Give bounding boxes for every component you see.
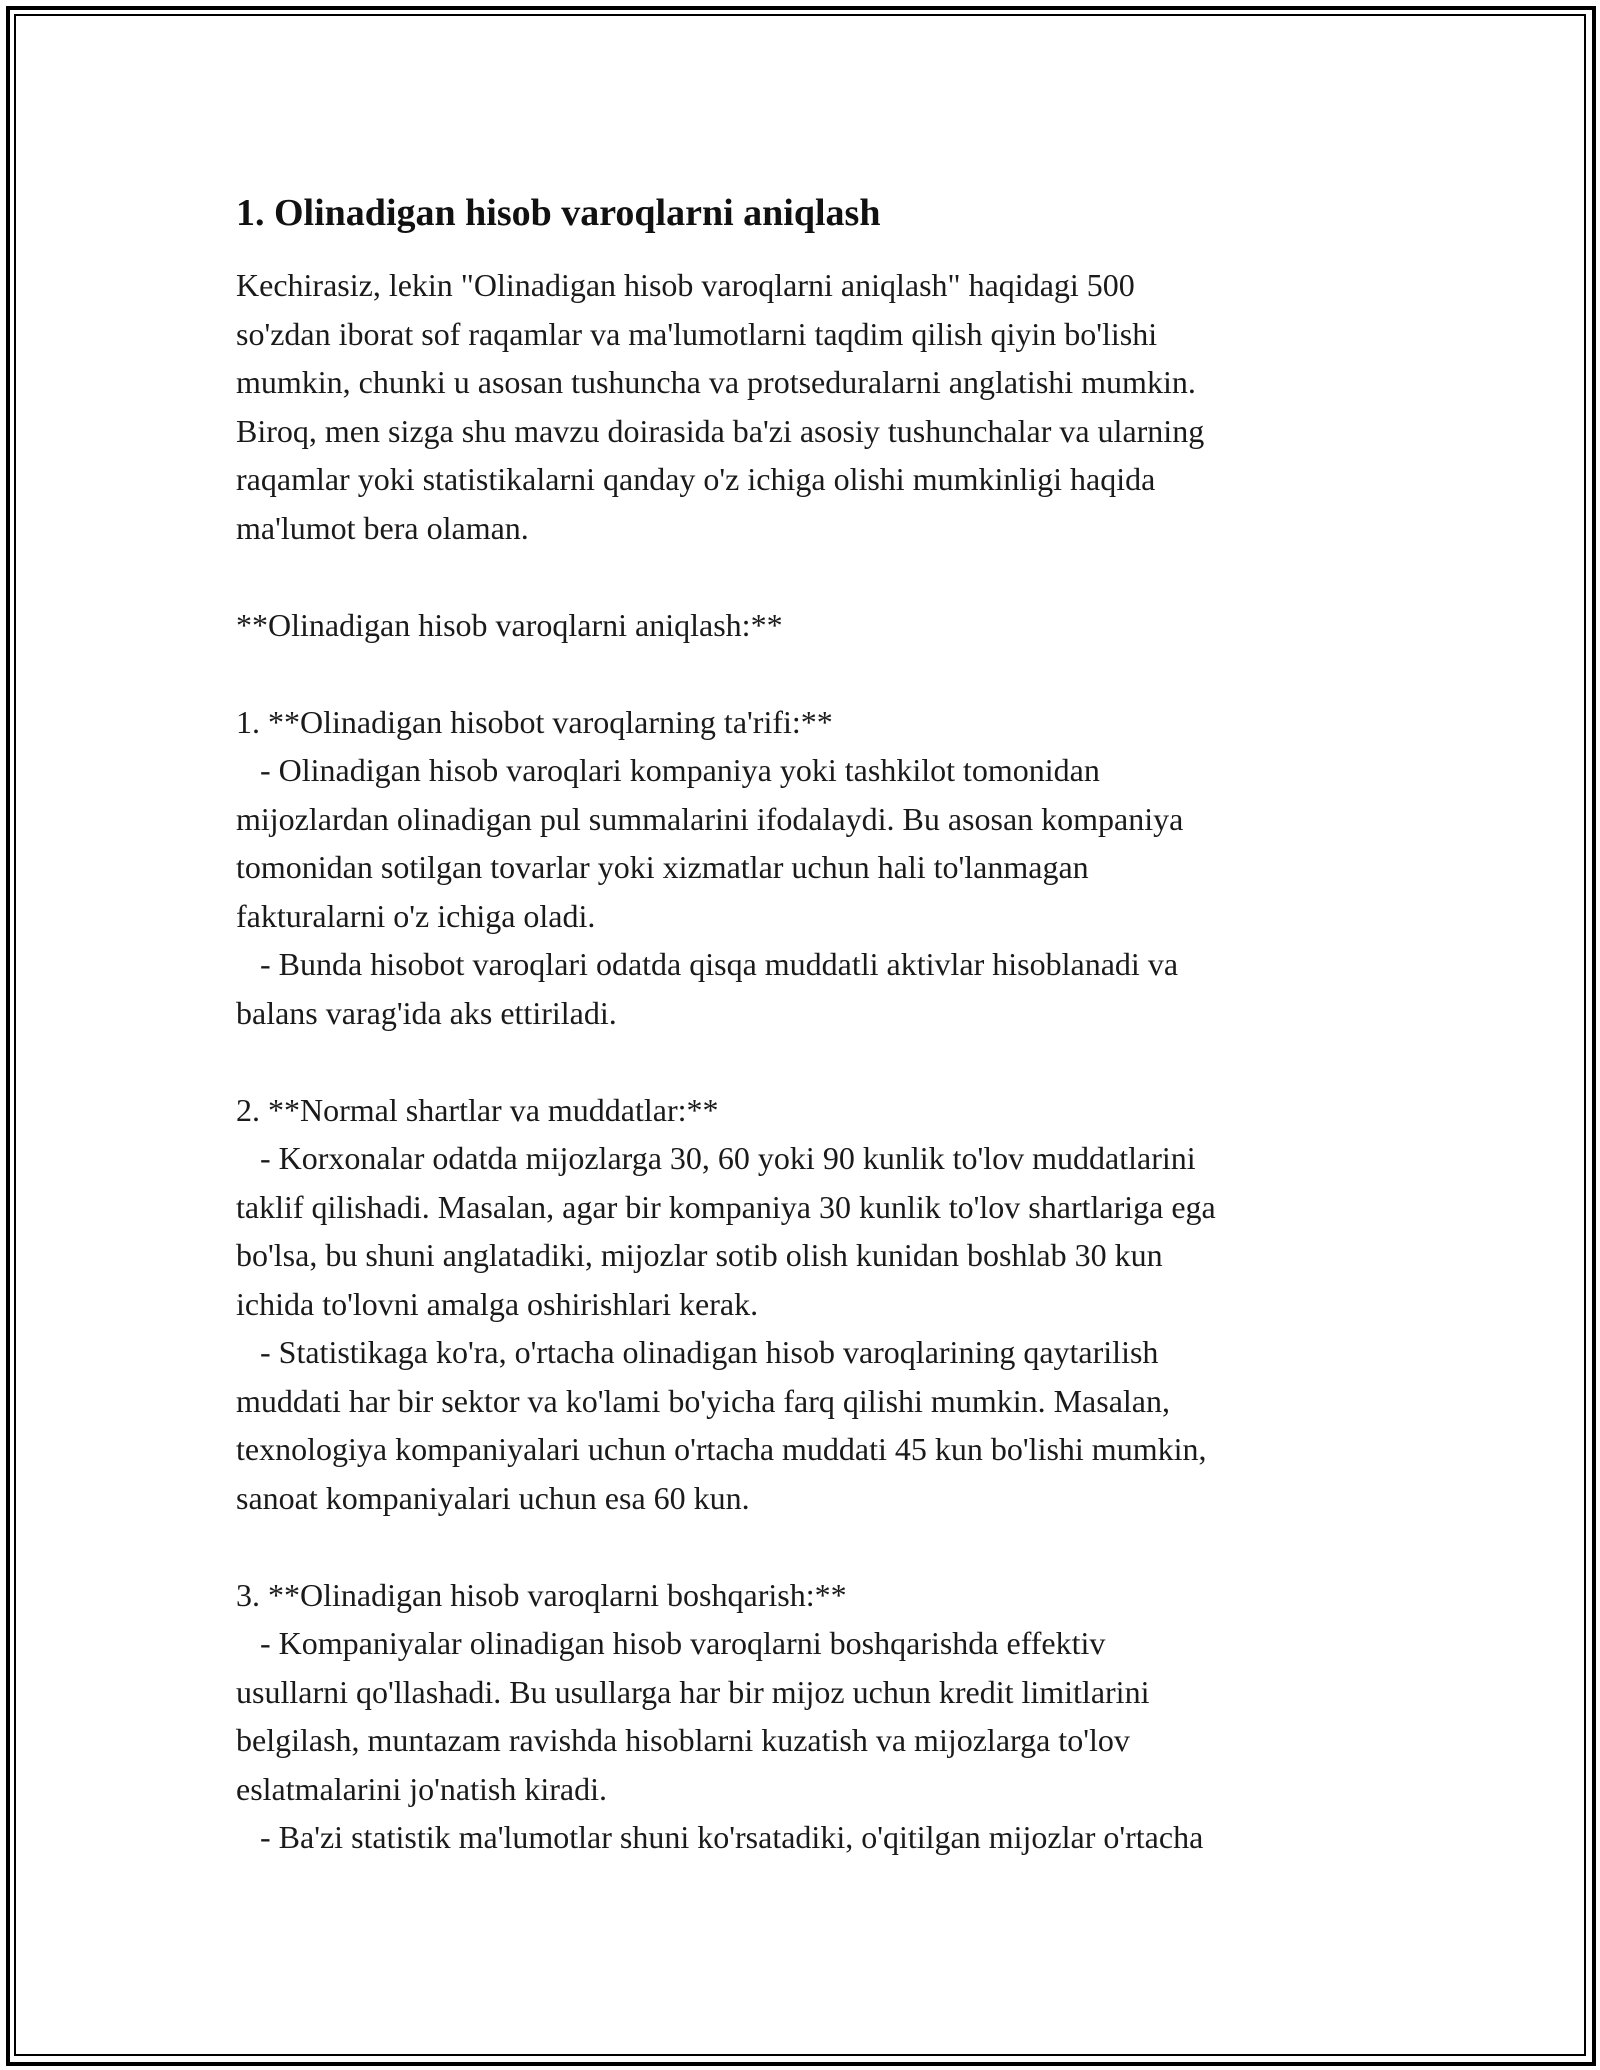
text-line: balans varag'ida aks ettiriladi.	[236, 994, 617, 1031]
subheading: **Olinadigan hisob varoqlarni aniqlash:**	[236, 606, 783, 643]
section-heading: 2. **Normal shartlar va muddatlar:**	[236, 1091, 719, 1128]
text-line: bo'lsa, bu shuni anglatadiki, mijozlar sotib olish kunidan boshlab 30 kun	[236, 1237, 1163, 1273]
paragraph-gap	[236, 552, 1376, 601]
text-line: muddati har bir sektor va ko'lami bo'yicha farq qilishi mumkin. Masalan,	[236, 1382, 1170, 1419]
section-heading: 1. **Olinadigan hisobot varoqlarning ta'rifi:**	[236, 703, 833, 740]
text-line: taklif qilishadi. Masalan, agar bir kompaniya 30 kunlik to'lov shartlariga ega	[236, 1188, 1216, 1225]
text-line: so'zdan iborat sof raqamlar va ma'lumotlarni taqdim qilish qiyin bo'lishi	[236, 315, 1158, 352]
text-line: fakturalarni o'z ichiga oladi.	[236, 897, 596, 934]
text-line: Biroq, men sizga shu mavzu doirasida ba'zi asosiy tushunchalar va ularning	[236, 412, 1205, 449]
paragraph-gap	[236, 1522, 1376, 1571]
text-line: - Kompaniyalar olinadigan hisob varoqlarni boshqarishda effektiv	[236, 1625, 1106, 1661]
text-line: ma'lumot bera olaman.	[236, 509, 529, 546]
document-title: 1. Olinadigan hisob varoqlarni aniqlash	[236, 192, 881, 234]
section-3	[236, 1571, 1376, 1862]
text-line: Kechirasiz, lekin "Olinadigan hisob varoqlarni aniqlash" haqidagi 500	[236, 267, 1135, 303]
text-line: - Ba'zi statistik ma'lumotlar shuni ko'rsatadiki, o'qitilgan mijozlar o'rtacha	[236, 1819, 1204, 1855]
section-2	[236, 1086, 1376, 1523]
text-line: mijozlardan olinadigan pul summalarini ifodalaydi. Bu asosan kompaniya	[236, 800, 1184, 837]
section-1	[236, 698, 1376, 1038]
text-line: texnologiya kompaniyalari uchun o'rtacha muddati 45 kun bo'lishi mumkin,	[236, 1431, 1207, 1467]
text-line: raqamlar yoki statistikalarni qanday o'z ichiga olishi mumkinligi haqida	[236, 461, 1156, 497]
text-line: - Statistikaga ko'ra, o'rtacha olinadigan hisob varoqlarining qaytarilish	[236, 1334, 1159, 1370]
text-line: sanoat kompaniyalari uchun esa 60 kun.	[236, 1479, 750, 1516]
text-line: tomonidan sotilgan tovarlar yoki xizmatlar uchun hali to'lanmagan	[236, 849, 1089, 885]
text-line: - Olinadigan hisob varoqlari kompaniya yoki tashkilot tomonidan	[236, 752, 1100, 788]
intro-paragraph	[236, 261, 1376, 552]
text-line: - Bunda hisobot varoqlari odatda qisqa muddatli aktivlar hisoblanadi va	[236, 946, 1179, 982]
text-line: eslatmalarini jo'natish kiradi.	[236, 1770, 607, 1807]
document-body	[236, 185, 1376, 1862]
text-line: - Korxonalar odatda mijozlarga 30, 60 yoki 90 kunlik to'lov muddatlarini	[236, 1140, 1196, 1176]
paragraph-gap	[236, 649, 1376, 698]
text-line: mumkin, chunki u asosan tushuncha va protseduralarni anglatishi mumkin.	[236, 364, 1196, 400]
text-line: belgilash, muntazam ravishda hisoblarni kuzatish va mijozlarga to'lov	[236, 1722, 1130, 1758]
text-line: usullarni qo'llashadi. Bu usullarga har bir mijoz uchun kredit limitlarini	[236, 1673, 1150, 1710]
text-line: ichida to'lovni amalga oshirishlari kerak.	[236, 1285, 759, 1322]
section-heading: 3. **Olinadigan hisob varoqlarni boshqarish:**	[236, 1576, 847, 1613]
paragraph-gap	[236, 1037, 1376, 1086]
